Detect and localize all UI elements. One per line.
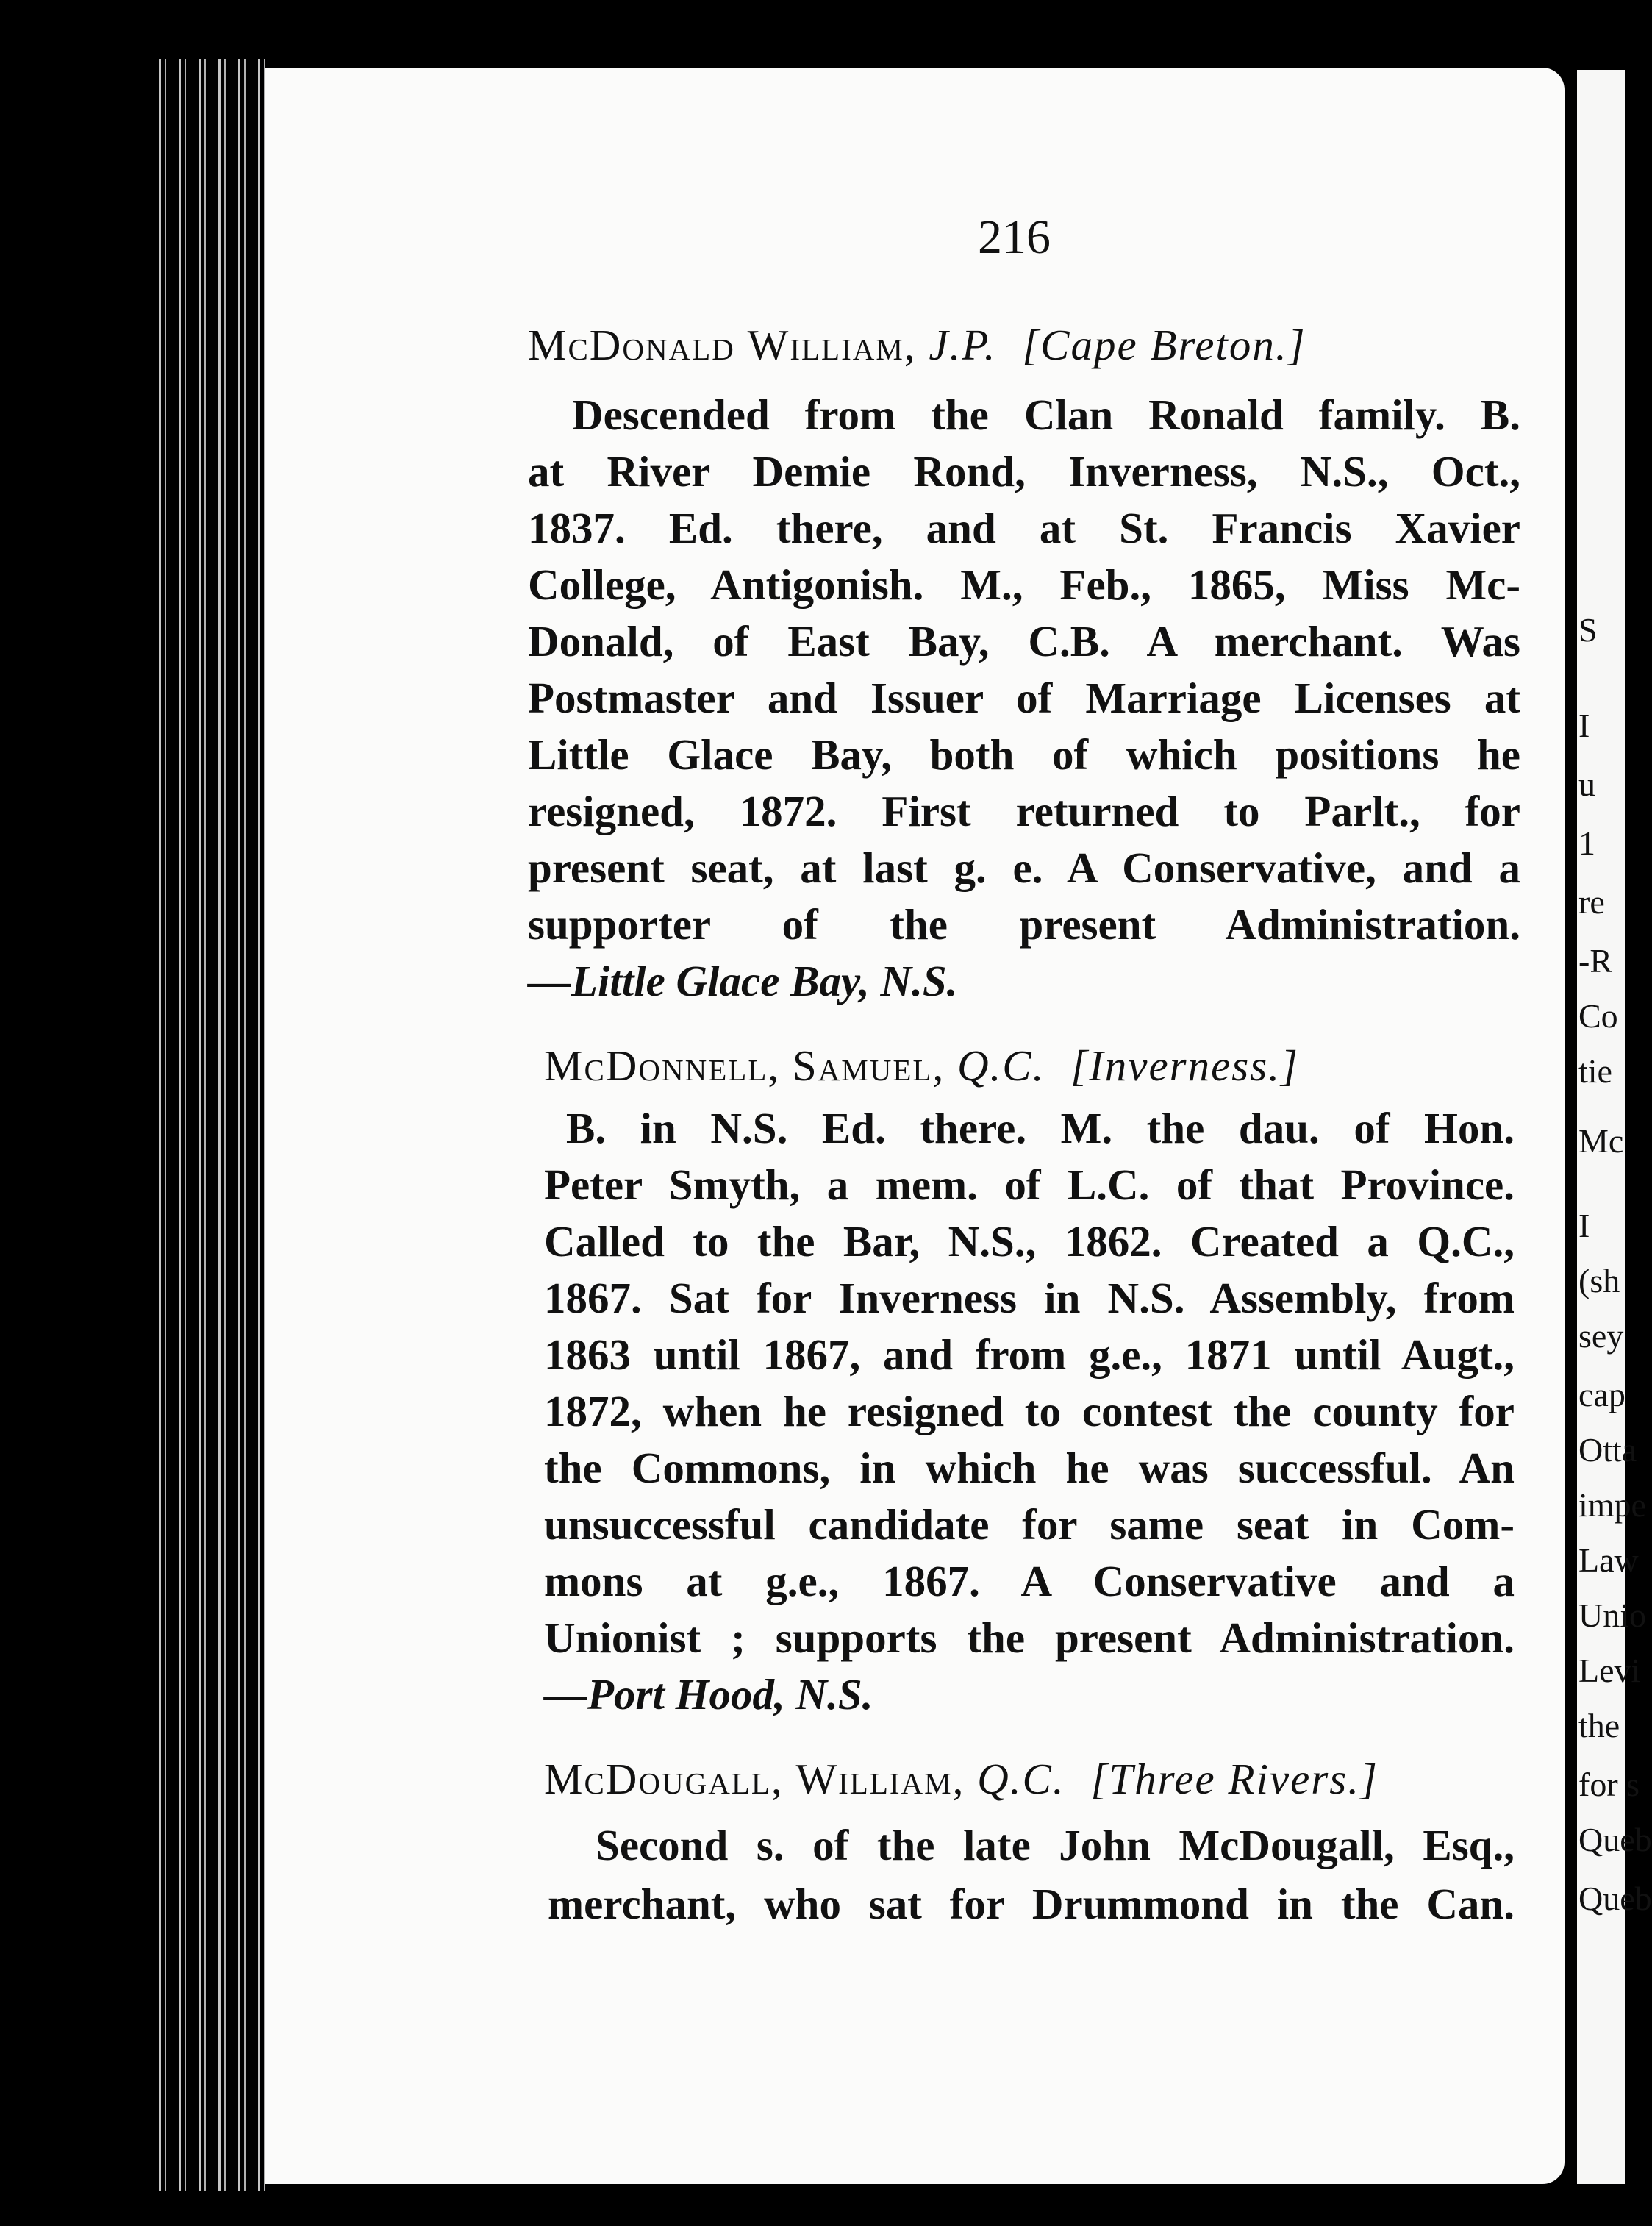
adjacent-page-fragment: u (1578, 766, 1595, 803)
adjacent-page-fragment: Mc (1578, 1122, 1624, 1160)
entry-riding: [Inverness.] (1070, 1041, 1299, 1090)
adjacent-page-fragment: S (1578, 611, 1598, 649)
adjacent-page-fragment: Otta (1578, 1431, 1637, 1469)
entry-line: resigned, 1872. First returned to Parlt., for (528, 787, 1520, 835)
adjacent-page-fragment: Queb (1578, 1880, 1652, 1917)
entry-line: B. in N.S. Ed. there. M. the dau. of Hon. (566, 1104, 1515, 1152)
entry-surname: McDougall, (544, 1755, 784, 1803)
adjacent-page-fragment: the (1578, 1707, 1620, 1744)
entry-line: Called to the Bar, N.S., 1862. Created a Q.C., (544, 1217, 1515, 1266)
adjacent-page-fragment: re (1578, 883, 1605, 921)
entry-heading (544, 1755, 1379, 1803)
entry-given-name: William, (795, 1755, 965, 1803)
entry-line: the Commons, in which he was successful. An (544, 1444, 1515, 1492)
adjacent-page-fragment: -R (1578, 942, 1612, 980)
adjacent-page-fragment: I (1578, 1207, 1590, 1244)
adjacent-page-fragment: 1 (1578, 824, 1595, 862)
adjacent-page-fragment: I (1578, 707, 1590, 744)
adjacent-page-fragment: Law (1578, 1541, 1639, 1579)
entry-line: merchant, who sat for Drummond in the Can. (548, 1880, 1515, 1928)
adjacent-page-fragment: Unio (1578, 1597, 1646, 1634)
adjacent-page-fragment: cap (1578, 1376, 1626, 1413)
entry-line: supporter of the present Administration. (528, 900, 1520, 949)
entry-address: —Little Glace Bay, N.S. (528, 957, 958, 1005)
entry-surname: McDonnell, (544, 1041, 781, 1090)
entry-line: at River Demie Rond, Inverness, N.S., Oct., (528, 447, 1520, 496)
entry-line: Postmaster and Issuer of Marriage Licenses at (528, 674, 1520, 722)
entry-surname: McDonald (528, 321, 735, 369)
entry-title: Q.C. (977, 1755, 1065, 1803)
adjacent-page-fragment: sey (1578, 1317, 1624, 1355)
entry-line: Peter Smyth, a mem. of L.C. of that Province. (544, 1160, 1515, 1209)
entry-line: 1863 until 1867, and from g.e., 1871 until Augt., (544, 1330, 1515, 1379)
entry-riding: [Cape Breton.] (1022, 321, 1306, 369)
entry-line: 1837. Ed. there, and at St. Francis Xavier (528, 504, 1520, 552)
adjacent-page-fragment: tie (1578, 1052, 1612, 1090)
adjacent-page-fragment: (sh (1578, 1262, 1620, 1299)
adjacent-page-fragment: impe (1578, 1486, 1646, 1524)
page-number: 216 (978, 210, 1051, 264)
entry-given-name: William, (747, 321, 917, 369)
entry-heading (544, 1041, 1299, 1090)
entry-line: Descended from the Clan Ronald family. B. (572, 390, 1520, 439)
adjacent-page-fragment: Queb (1578, 1821, 1652, 1858)
adjacent-page-fragment: Levi (1578, 1652, 1641, 1689)
entry-riding: [Three Rivers.] (1090, 1755, 1379, 1803)
entry-line: Donald, of East Bay, C.B. A merchant. Was (528, 617, 1520, 666)
entry-line: Second s. of the late John McDougall, Esq., (596, 1821, 1515, 1869)
entry-line: present seat, at last g. e. A Conservative, and a (528, 843, 1520, 892)
entry-address: —Port Hood, N.S. (544, 1670, 873, 1719)
adjacent-page-fragment: for s (1578, 1766, 1640, 1803)
entry-line: mons at g.e., 1867. A Conservative and a (544, 1557, 1515, 1605)
entry-given-name: Samuel, (792, 1041, 945, 1090)
entry-line: unsuccessful candidate for same seat in Com- (544, 1500, 1515, 1549)
entry-heading (528, 321, 1306, 369)
entry-title: Q.C. (956, 1041, 1045, 1090)
entry-line: Unionist ; supports the present Administration. (544, 1613, 1515, 1662)
entry-line: 1872, when he resigned to contest the county for (544, 1387, 1515, 1435)
entry-line: 1867. Sat for Inverness in N.S. Assembly, from (544, 1274, 1515, 1322)
entry-title: J.P. (929, 321, 997, 369)
entry-line: Little Glace Bay, both of which positions he (528, 730, 1520, 779)
adjacent-page-fragment: Co (1578, 997, 1618, 1035)
entry-line: College, Antigonish. M., Feb., 1865, Miss Mc- (528, 560, 1520, 609)
